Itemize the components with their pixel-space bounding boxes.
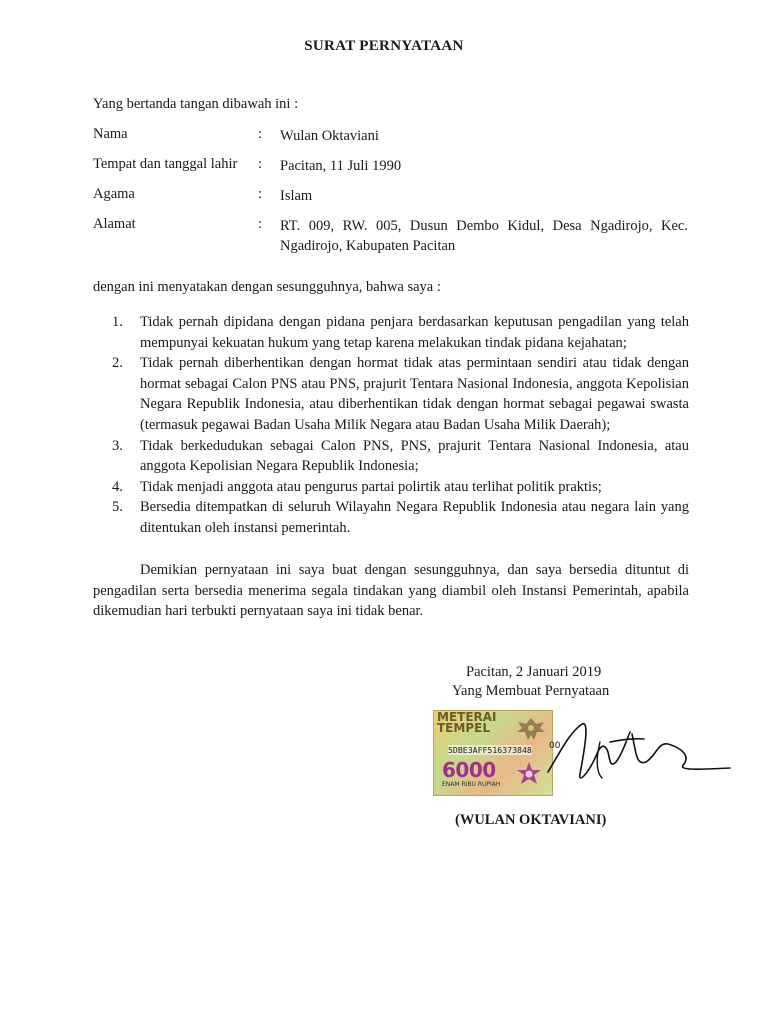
list-item xyxy=(93,477,689,498)
closing-paragraph: Demikian pernyataan ini saya buat dengan sesungguhnya, dan saya bersedia dituntut di pengadilan serta bersedia menerima segala tindakan yang diambil oleh Instansi Pemerintah, apabila dikemudian hari terbukti pernyataan saya ini tidak benar. xyxy=(93,562,689,620)
field-label: Tempat dan tanggal lahir xyxy=(93,156,238,172)
field-label: Nama xyxy=(93,126,128,142)
field-value: Islam xyxy=(280,188,313,204)
item-text: Tidak berkedudukan sebagai Calon PNS, PNS, prajurit Tentara Nasional Indonesia, atau anggota Kepolisian Negara Republik Indonesia; xyxy=(140,437,689,475)
field-value: Pacitan, 11 Juli 1990 xyxy=(280,158,402,174)
item-number: 3. xyxy=(112,437,123,454)
stamp-value: 6000 xyxy=(442,758,496,782)
signer-name: (WULAN OKTAVIANI) xyxy=(455,812,607,828)
document-title: SURAT PERNYATAAN xyxy=(304,38,464,54)
meterai-stamp xyxy=(433,710,553,796)
item-text: Tidak pernah diberhentikan dengan hormat tidak atas permintaan sendiri atau tidak dengan hormat sebagai Calon PNS atau PNS, prajurit Tentara Nasional Indonesia, anggota Kepolisian Negara Republik Indonesia, atau diberhentikan tidak dengan hormat sebagai pegawai swasta (termasuk pegawai Badan Usaha Milik Negara atau Badan Usaha Milik Daerah); xyxy=(140,355,689,433)
item-number: 2. xyxy=(112,355,123,372)
statement-list xyxy=(93,312,689,539)
item-number: 5. xyxy=(112,499,123,516)
list-item xyxy=(93,497,689,538)
place-date: Pacitan, 2 Januari 2019 xyxy=(466,664,602,680)
field-label: Agama xyxy=(93,186,135,202)
stamp-value-words: ENAM RIBU RUPIAH xyxy=(442,781,501,788)
handwritten-signature xyxy=(540,712,740,792)
stamp-title: METERAI TEMPEL xyxy=(437,710,497,735)
field-label: Alamat xyxy=(93,216,136,232)
list-item xyxy=(93,436,689,477)
field-colon: : xyxy=(258,156,263,172)
list-item xyxy=(93,353,689,435)
item-text: Bersedia ditempatkan di seluruh Wilayahn Negara Republik Indonesia atau negara lain yang ditentukan oleh instansi pemerintah. xyxy=(140,499,689,536)
field-colon: : xyxy=(258,186,263,202)
intro-text: Yang bertanda tangan dibawah ini : xyxy=(93,96,299,112)
field-colon: : xyxy=(258,126,263,142)
field-value: RT. 009, RW. 005, Dusun Dembo Kidul, Desa Ngadirojo, Kec. Ngadirojo, Kabupaten Pacitan xyxy=(280,218,688,254)
field-colon: : xyxy=(258,216,263,232)
list-item xyxy=(93,312,689,353)
maker-label: Yang Membuat Pernyataan xyxy=(452,683,610,699)
star-ornament-icon xyxy=(516,761,542,787)
stamp-serial-suffix: 00 xyxy=(549,741,561,751)
item-number: 4. xyxy=(112,478,123,495)
stamp-serial: 5DBE3AFF516373848 xyxy=(448,745,532,755)
item-number: 1. xyxy=(112,314,123,330)
item-text: Tidak pernah dipidana dengan pidana penjara berdasarkan keputusan pengadilan yang telah mempunyai kekuatan hukum yang tetap karena melakukan tindak pidana kejahatan; xyxy=(140,314,689,351)
field-value: Wulan Oktaviani xyxy=(280,128,379,144)
statement-text: dengan ini menyatakan dengan sesungguhnya, bahwa saya : xyxy=(93,279,441,295)
item-text: Tidak menjadi anggota atau pengurus partai polirtik atau terlihat politik praktis; xyxy=(140,478,602,495)
